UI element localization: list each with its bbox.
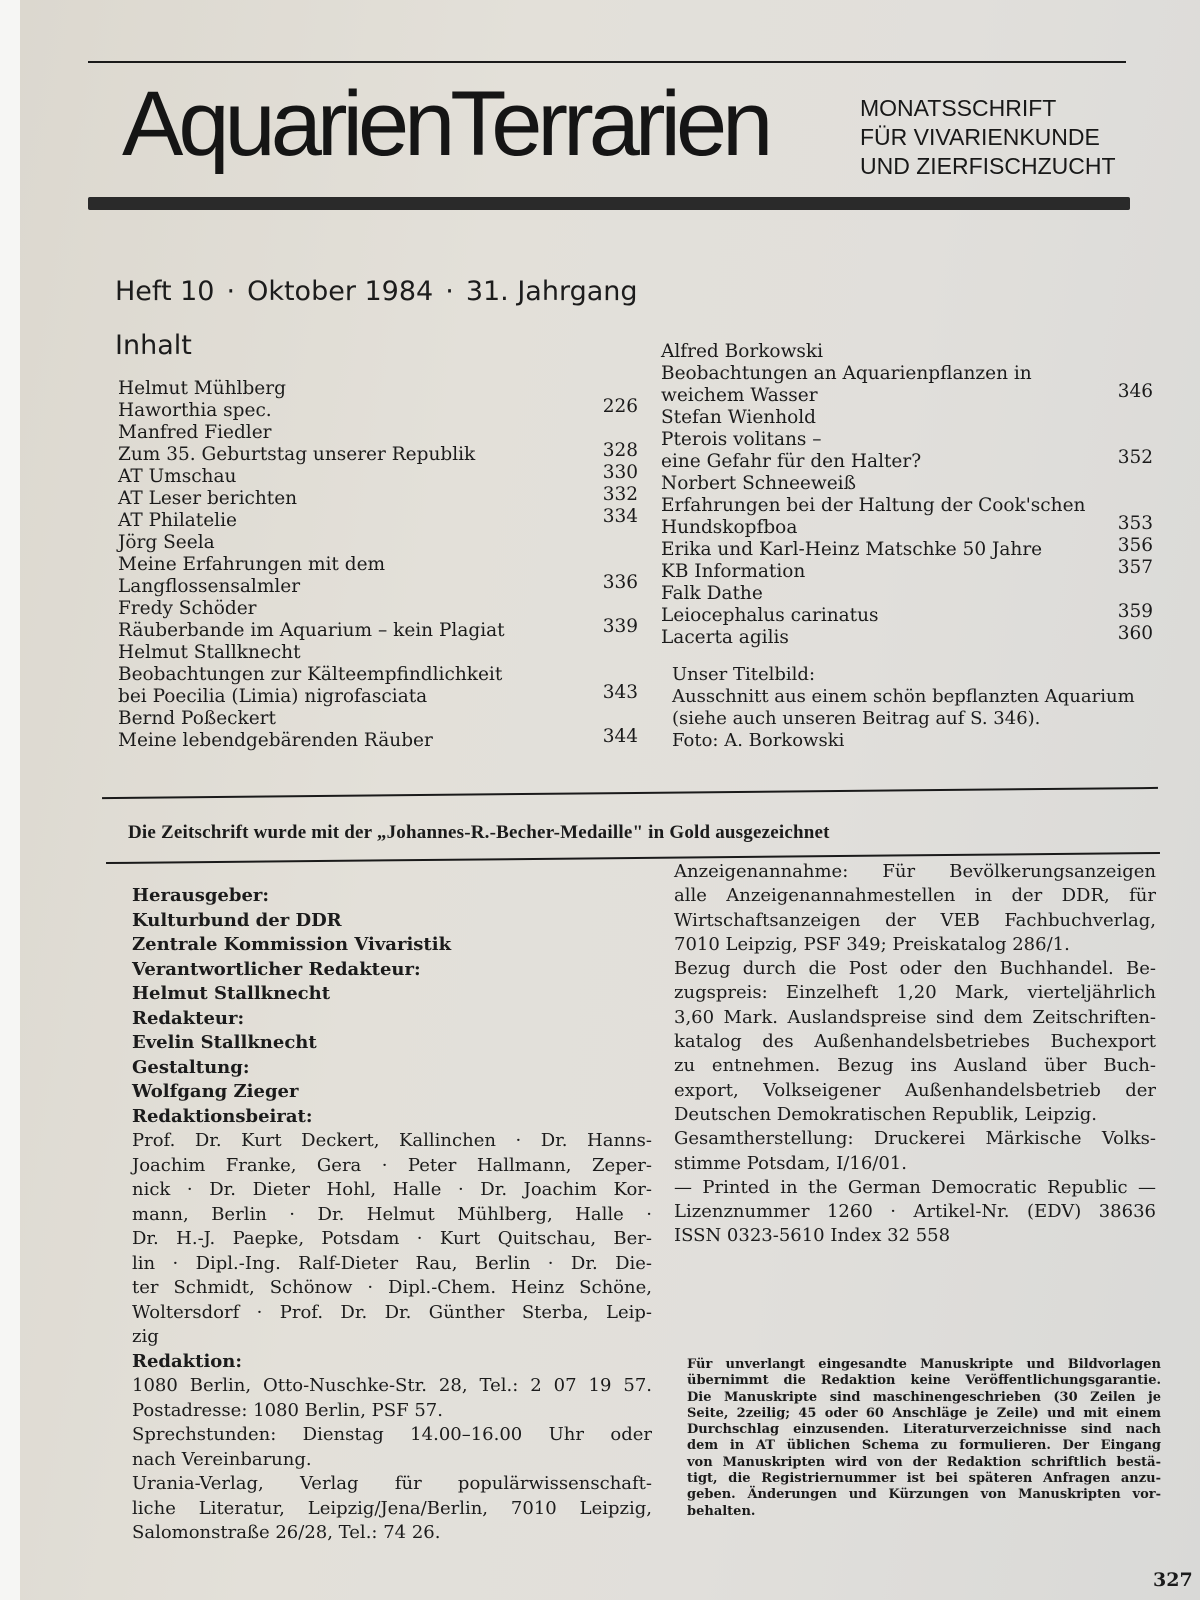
contents-entry — [661, 429, 1153, 451]
contents-entry-page: 360 — [1117, 623, 1153, 644]
contents-entry-page: 336 — [602, 572, 638, 593]
imprint-line: Salomonstraße 26/28, Tel.: 74 26. — [132, 1522, 441, 1543]
award-top-rule — [102, 787, 1158, 799]
publishing-info-line: Deutschen Demokratischen Republik, Leipzig. — [674, 1103, 1097, 1125]
publishing-info-line: zu entnehmen. Bezug ins Ausland über Buch- — [674, 1055, 1156, 1077]
imprint-line: Kulturbund der DDR — [132, 909, 342, 931]
contents-entry-text: Helmut Mühlberg — [118, 378, 286, 399]
imprint-line: ter Schmidt, Schönow · Dipl.-Chem. Heinz Schöne, — [132, 1277, 652, 1298]
contents-entry — [118, 664, 638, 686]
contents-entry-text: weichem Wasser — [661, 385, 818, 406]
cover-image-credit — [672, 664, 1135, 752]
notice-line: Seite, 2zeilig; 45 oder 60 Anschläge je Zeile) und mit einem — [687, 1405, 1161, 1421]
imprint-line: Evelin Stallknecht — [132, 1032, 317, 1053]
cover-image-line: Ausschnitt aus einem schön bepflanzten Aquarium — [672, 686, 1135, 707]
contents-entry-page: 339 — [602, 616, 638, 637]
issue-number: Heft 10 — [115, 276, 215, 307]
separator: · — [226, 276, 236, 307]
separator: · — [445, 276, 454, 307]
contents-entry-text: bei Poecilia (Limia) nigrofasciata — [118, 686, 428, 707]
imprint-line: Dr. H.-J. Paepke, Potsdam · Kurt Quitschau, Ber- — [132, 1228, 652, 1249]
contents-entry — [118, 378, 638, 400]
contents-entry-text: Lacerta agilis — [661, 627, 789, 648]
imprint-line: Woltersdorf · Prof. Dr. Dr. Günther Sterba, Leip- — [132, 1301, 652, 1323]
contents-entry-text: AT Philatelie — [118, 510, 237, 531]
contents-entry — [118, 422, 638, 444]
contents-entry — [118, 484, 638, 510]
contents-entry-page: 344 — [602, 726, 638, 747]
contents-entry-text: Hundskopfboa — [661, 517, 798, 538]
contents-entry-text: Fredy Schöder — [118, 598, 257, 619]
contents-entry-text: AT Leser berichten — [118, 488, 298, 509]
imprint-line: Sprechstunden: Dienstag 14.00–16.00 Uhr oder — [132, 1424, 652, 1445]
notice-line: dem in AT üblichen Schema zu formulieren. Der Eingang — [687, 1438, 1161, 1454]
tagline-line: UND ZIERFISCHZUCHT — [860, 153, 1116, 179]
imprint-line: Prof. Dr. Kurt Deckert, Kallinchen · Dr. Hanns- — [132, 1130, 652, 1151]
contents-entry-text: Langflossensalmler — [118, 576, 301, 597]
imprint-line: Gestaltung: — [132, 1056, 250, 1078]
imprint-line: Helmut Stallknecht — [132, 983, 331, 1004]
contents-entry — [661, 341, 1153, 363]
imprint-line: Herausgeber: — [132, 885, 270, 906]
contents-entry-text: AT Umschau — [118, 466, 237, 487]
contents-entry — [661, 407, 1153, 429]
imprint-line: Redakteur: — [132, 1007, 245, 1029]
cover-image-label: Unser Titelbild: — [672, 664, 816, 685]
imprint-line: Zentrale Kommission Vivaristik — [132, 934, 452, 955]
contents-entry-text: Zum 35. Geburtstag unserer Republik — [118, 444, 476, 465]
notice-line: übernimmt die Redaktion keine Veröffentlichungsgarantie. — [687, 1373, 1161, 1389]
contents-entry — [118, 440, 638, 466]
contents-entry-text: Helmut Stallknecht — [118, 642, 301, 663]
tagline-line: FÜR VIVARIENKUNDE — [860, 124, 1100, 150]
contents-entry — [661, 363, 1153, 385]
contents-entry — [118, 616, 638, 642]
imprint-line: Postadresse: 1080 Berlin, PSF 57. — [132, 1399, 443, 1421]
contents-entry-text: Meine Erfahrungen mit dem — [118, 554, 386, 575]
contents-entry-page: 330 — [602, 462, 638, 483]
contents-entry — [118, 598, 638, 620]
publishing-info-line: 3,60 Mark. Auslandspreise sind dem Zeitschriften- — [674, 1006, 1156, 1028]
publishing-info-line: stimme Potsdam, I/16/01. — [674, 1152, 907, 1174]
imprint-line: Urania-Verlag, Verlag für populärwissenschaft- — [132, 1473, 652, 1494]
contents-entry-page: 226 — [602, 396, 638, 417]
contents-entry — [661, 473, 1153, 495]
contents-entry-page: 356 — [1117, 535, 1153, 556]
contents-entry-text: Leiocephalus carinatus — [661, 605, 879, 626]
contents-entry-text: Alfred Borkowski — [661, 341, 824, 362]
contents-entry — [661, 381, 1153, 407]
contents-entry — [118, 396, 638, 422]
contents-entry-text: eine Gefahr für den Halter? — [661, 451, 922, 472]
award-notice: Die Zeitschrift wurde mit der „Johannes-R.-Becher-Medaille" in Gold ausgezeichnet — [128, 822, 830, 843]
imprint-line: nach Vereinbarung. — [132, 1448, 312, 1470]
contents-entry-page: 352 — [1117, 447, 1153, 468]
magazine-page — [20, 0, 1200, 1600]
notice-line: geben. Änderungen und Kürzungen von Manuskripten vor- — [687, 1487, 1161, 1503]
imprint-line: nick · Dr. Dieter Hohl, Halle · Dr. Joachim Kor- — [132, 1179, 652, 1200]
notice-line: behalten. — [687, 1503, 756, 1519]
contents-entry-text: Bernd Poßeckert — [118, 708, 276, 729]
contents-entry — [661, 447, 1153, 473]
imprint-line: Wolfgang Zieger — [132, 1081, 299, 1102]
contents-entry-text: Norbert Schneeweiß — [661, 473, 856, 494]
issue-info — [115, 276, 638, 307]
contents-entry-text: Falk Dathe — [661, 583, 763, 604]
contents-entry-text: Jörg Seela — [118, 532, 215, 553]
imprint-line: lin · Dipl.-Ing. Ralf-Dieter Rau, Berlin · Dr. Die- — [132, 1252, 652, 1274]
contents-entry-text: Manfred Fiedler — [118, 422, 272, 443]
contents-entry — [118, 462, 638, 488]
contents-heading: Inhalt — [115, 330, 192, 361]
contents-entry-page: 359 — [1117, 601, 1153, 622]
publishing-info-line: Wirtschaftsanzeigen der VEB Fachbuchverlag, — [674, 909, 1156, 931]
contents-entry-text: KB Information — [661, 561, 806, 582]
imprint-line: Redaktionsbeirat: — [132, 1105, 313, 1127]
masthead-top-rule — [88, 61, 1126, 63]
cover-image-line: (siehe auch unseren Beitrag auf S. 346). — [672, 708, 1041, 729]
publishing-info-line: Gesamtherstellung: Druckerei Märkische Volks- — [674, 1128, 1156, 1150]
contents-entry — [661, 623, 1153, 649]
contents-entry — [118, 682, 638, 708]
imprint-line: Redaktion: — [132, 1350, 243, 1372]
contents-entry-text: Räuberbande im Aquarium – kein Plagiat — [118, 620, 505, 641]
imprint-line: zig — [132, 1326, 159, 1347]
contents-entry — [118, 726, 638, 752]
masthead-bottom-bar — [88, 197, 1130, 210]
page-number: 327 — [1153, 1569, 1193, 1591]
contents-entry-text: Beobachtungen zur Kälteempfindlichkeit — [118, 664, 503, 685]
imprint-line: Verantwortlicher Redakteur: — [132, 958, 421, 980]
publishing-info-line: alle Anzeigenannahmestellen in der DDR, für — [674, 885, 1156, 907]
imprint-line: liche Literatur, Leipzig/Jena/Berlin, 7010 Leipzig, — [132, 1497, 652, 1519]
notice-line: von Manuskripten wird von der Redaktion schriftlich bestä- — [687, 1454, 1161, 1470]
contents-entry-text: Meine lebendgebärenden Räuber — [118, 730, 433, 751]
contents-entry-page: 334 — [602, 506, 638, 527]
manuscript-notice — [687, 1357, 1161, 1520]
contents-entry — [118, 554, 638, 576]
contents-entry-text: Haworthia spec. — [118, 400, 272, 421]
contents-entry-page: 353 — [1117, 513, 1153, 534]
imprint-column — [132, 884, 652, 1546]
imprint-line: Joachim Franke, Gera · Peter Hallmann, Zeper- — [132, 1154, 652, 1176]
issue-date: Oktober 1984 — [247, 276, 434, 307]
issue-volume: 31. Jahrgang — [465, 276, 638, 307]
cover-image-line: Foto: A. Borkowski — [672, 730, 845, 751]
contents-entry-text: Stefan Wienhold — [661, 407, 817, 428]
publishing-info-line: ISSN 0323-5610 Index 32 558 — [674, 1225, 951, 1247]
notice-line: Für unverlangt eingesandte Manuskripte und Bildvorlagen — [687, 1357, 1161, 1372]
publishing-info-line: katalog des Außenhandelsbetriebes Buchexport — [674, 1031, 1156, 1053]
contents-entry-text: Erfahrungen bei der Haltung der Cook'schen — [661, 495, 1086, 516]
contents-entry — [118, 572, 638, 598]
publishing-info-line: Bezug durch die Post oder den Buchhandel. Be- — [674, 958, 1156, 980]
notice-line: tigt, die Registriernummer ist bei späteren Anfragen anzu- — [687, 1471, 1161, 1487]
contents-list-right — [661, 341, 1153, 649]
publishing-info-line: zugspreis: Einzelheft 1,20 Mark, vierteljährlich — [674, 982, 1156, 1004]
contents-entry-page: 343 — [602, 682, 638, 703]
masthead-tagline — [860, 94, 1116, 181]
imprint-line: mann, Berlin · Dr. Helmut Mühlberg, Halle · — [132, 1203, 652, 1225]
contents-entry — [661, 495, 1153, 517]
contents-entry — [661, 535, 1153, 561]
tagline-line: MONATSSCHRIFT — [860, 95, 1057, 121]
notice-line: Die Manuskripte sind maschinengeschrieben (30 Zeilen je — [687, 1389, 1161, 1405]
publishing-info-line: export, Volkseigener Außenhandelsbetrieb der — [674, 1079, 1156, 1101]
imprint-line: 1080 Berlin, Otto-Nuschke-Str. 28, Tel.: 2 07 19 57. — [132, 1375, 652, 1396]
contents-entry-text: Pterois volitans – — [661, 429, 822, 450]
contents-list-left — [118, 378, 638, 752]
contents-entry — [118, 642, 638, 664]
contents-entry — [661, 513, 1153, 539]
publishing-info-column — [674, 860, 1156, 1249]
contents-entry — [118, 506, 638, 532]
publishing-info-line: Lizenznummer 1260 · Artikel-Nr. (EDV) 38636 — [674, 1201, 1156, 1223]
publishing-info-line: Anzeigenannahme: Für Bevölkerungsanzeigen — [674, 861, 1156, 882]
contents-entry-page: 346 — [1117, 381, 1153, 402]
contents-entry — [661, 557, 1153, 583]
publishing-info-line: 7010 Leipzig, PSF 349; Preiskatalog 286/1. — [674, 933, 1070, 955]
contents-entry — [661, 601, 1153, 627]
contents-entry — [118, 708, 638, 730]
contents-entry-text: Erika und Karl-Heinz Matschke 50 Jahre — [661, 539, 1043, 560]
contents-entry — [661, 583, 1153, 605]
contents-entry-page: 328 — [602, 440, 638, 461]
contents-entry-page: 357 — [1117, 557, 1153, 578]
contents-entry-page: 332 — [602, 484, 638, 505]
notice-line: Durchschlag einzusenden. Literaturverzeichnisse sind nach — [687, 1422, 1161, 1438]
magazine-logo: AquarienTerrarien — [122, 73, 769, 175]
contents-entry — [118, 532, 638, 554]
contents-entry-text: Beobachtungen an Aquarienpflanzen in — [661, 363, 1032, 384]
publishing-info-line: — Printed in the German Democratic Republic — — [674, 1176, 1156, 1198]
